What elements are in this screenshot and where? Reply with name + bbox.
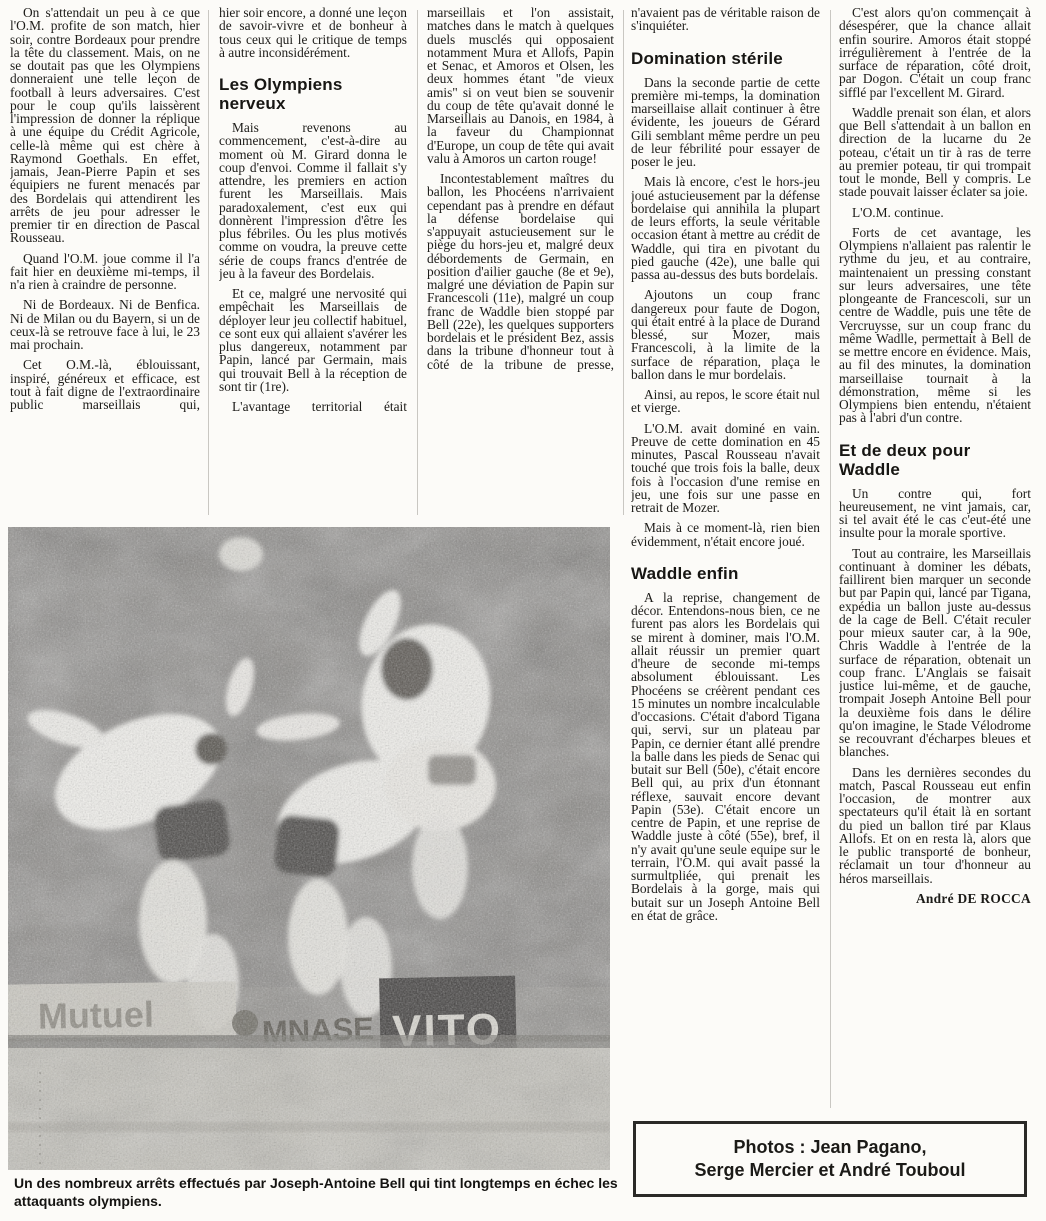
article-paragraph: Ni de Bordeaux. Ni de Benfica. Ni de Milan ou du Bayern, si un de ceux-là se retrouve face à lui, le 23 mai prochain. (10, 297, 200, 352)
photo-caption: Un des nombreux arrêts effectués par Joseph-Antoine Bell qui tint longtemps en échec les attaquants olympiens. (14, 1175, 618, 1209)
section-heading: Waddle enfin (631, 563, 739, 583)
article-column-1 (10, 6, 200, 522)
article-paragraph: Tout au contraire, les Marseillais continuant à dominer les débats, faillirent bien marquer un seconde but par Papin qui, lancé par Tigana, expédia un ballon juste au-dessus de la cage de Bell. C'était reculer pour mieux sauter car, à la 90e, Chris Waddle à l'entrée de la surface de réparation, obtenait un coup franc. L'Anglais se faisait justice lui-même, et de gauche, trompait Joseph Antoine Bell pour la deuxième fois dans le délire qu'on imagine, le Stade Vélodrome se recouvrant d'écharpes bleues et blanches. (839, 545, 1031, 760)
photo-credits-line1: Photos : Jean Pagano, (733, 1137, 927, 1157)
article-paragraph: Quand l'O.M. joue comme il l'a fait hier en deuxième mi-temps, il n'a rien à craindre de personne. (10, 250, 200, 292)
article-column-3 (427, 6, 614, 522)
article-paragraph: Incontestablement maîtres du ballon, les Phocéens n'arrivaient cependant pas à prendre en défaut la défense bordelaise qui s'appuyait astucieusement sur le piège du hors-jeu et, malgré deux débordements de Germain, en position d'ailier gauche (8e et 9e), malgré une déviation de Papin sur Francescoli (11e), malgré un coup franc de Waddle bien stoppé par Bell (22e), les quelques supporters bordelais et le président Bez, assis dans la tribune d'honneur tout à côté de la tribune de presse, (427, 171, 614, 372)
article-paragraph: Forts de cet avantage, les Olympiens n'allaient pas ralentir le rythme du jeu, et au contraire, maintenaient un pressing constant sur leurs adversaires, une tête plongeante de Francescoli, sur un centre de Waddle, puis une tête de Vercruysse, sur un coup franc du même Wadlle, permettait à Bell de se mettre encore en évidence. Mais, au fil des minutes, la domination marseillaise tournait à la démonstration, même si les Olympiens bien entendu, n'étaient pas à l'abri d'un contre. (839, 224, 1031, 426)
article-paragraph: Un contre qui, fort heureusement, ne vint jamais, car, si tel avait été le cas c'eut-été une insulte pour la morale sportive. (839, 485, 1031, 541)
article-paragraph: Dans la seconde partie de cette première mi-temps, la domination marseillaise allait continuer à être évidente, les joueurs de Gérard Gili semblant même perdre un peu de leur fébrilité pour essayer de poser le jeu. (631, 74, 820, 169)
article-paragraph: On s'attendait un peu à ce que l'O.M. profite de son match, hier soir, contre Bordeaux pour prendre la tête du classement. Mais, on ne se doutait pas que les Olympiens donneraient une telle leçon de football à leurs adversaires. C'est pour le coup qu'ils laissèrent l'impression de donner la réplique à une équipe du Crédit Agricole, celle-là même qui est chère à Raymond Goethals. En effet, jamais, Jean-Pierre Papin et ses équipiers ne furent menacés par des Bordelais qui attendirent les arrêts de jeu pour adresser le premier tir en direction de Pascal Rousseau. (10, 6, 200, 246)
article-paragraph: C'est alors qu'on commençait à désespérer, que la chance allait enfin sourire. Amoros était stoppé irrégulièrement à l'entrée de la surface de réparation, côté droit, par Dogon. C'était un coup franc sifflé par l'excellent M. Girard. (839, 6, 1031, 100)
section-heading: Et de deux pour Waddle (839, 440, 971, 479)
article-paragraph: Ainsi, au repos, le score était nul et vierge. (631, 387, 820, 416)
article-paragraph: n'avaient pas de véritable raison de s'inquiéter. (631, 6, 820, 34)
article-column-5 (839, 6, 1031, 1116)
photo-credits-line2: Serge Mercier et André Touboul (694, 1160, 966, 1180)
article-paragraph: A la reprise, changement de décor. Entendons-nous bien, ce ne furent pas alors les Bordelais qui se mirent à dominer, mais l'O.M. allait réussir un premier quart d'heure de seconde mi-temps absolument éblouissant. Les Phocéens se créèrent pendant ces 15 minutes un nombre incalculable d'occasions. C'était d'abord Tigana qui, servi, sur un plateau par Papin, ce dernier étant allé prendre la balle dans les pieds de Senac qui butait sur Bell (50e), c'était encore Bell qui, au prix d'un étonnant réflexe, sauvait encore devant Papin (53e). C'était encore un centre de Papin, et une reprise de Waddle juste à côté (55e), bref, il n'y avait qu'une seule equipe sur le terrain, l'O.M. qui avait passé la surmultpliée, qui prenait les Bordelais à la gorge, mais qui butait sur un Joseph Antoine Bell en état de grâce. (631, 589, 820, 923)
article-column-2 (219, 6, 407, 522)
column-rule (830, 10, 831, 1108)
section-heading: Les Olympiens nerveux (219, 75, 343, 113)
article-paragraph: L'O.M. avait dominé en vain. Preuve de cette domination en 45 minutes, Pascal Rousseau n'avait touché que trois fois la balle, deux fois à l'occasion d'une remise en jeu, une fois sur une passe en retrait de Mozer. (631, 420, 820, 515)
column-rule (623, 10, 624, 515)
photo-credits-box (633, 1121, 1027, 1197)
article-paragraph: Et ce, malgré une nervosité qui empêchait les Marseillais de déployer leur jeu collectif habituel, ce sont eux qui allaient s'avérer les plus dangereux, notamment par Papin, lancé par Germain, mais qui trouvait Bell à la réception de sont tir (1re). (219, 286, 407, 394)
article-column-4 (631, 6, 820, 1116)
section-heading: Domination stérile (631, 48, 783, 68)
column-rule (417, 10, 418, 515)
article-paragraph: hier soir encore, a donné une leçon de savoir-vivre et de bonheur à tous ceux qui le critique de temps à autre inconsidérément. (219, 6, 407, 60)
article-paragraph: Cet O.M.-là, éblouissant, inspiré, généreux et efficace, est tout à fait digne de l'extraordinaire public marseillais qui, (10, 357, 200, 412)
article-paragraph: L'O.M. continue. (852, 204, 944, 220)
match-photo (8, 527, 610, 1170)
article-paragraph: Ajoutons un coup franc dangereux pour faute de Dogon, qui était entré à la place de Durand blessé, sur Mozer, mais Francescoli, à la limite de la surface de réparation, plaça le ballon dans le mur bordelais. (631, 287, 820, 382)
column-rule (208, 10, 209, 515)
article-paragraph: Mais là encore, c'est le hors-jeu joué astucieusement par la défense bordelaise qui annihila la plupart de leurs efforts, la seule véritable occasion étant à mettre au crédit de Waddle, qui tira en pivotant du pied gauche (42e), une balle qui passa au-dessus des buts bordelais. (631, 174, 820, 282)
article-paragraph: Waddle prenait son élan, et alors que Bell s'attendait à un ballon en direction de la lucarne du 2e poteau, c'était un tir à ras de terre au premier poteau, tir qui trompait tout le monde, Bell y compris. Le stade pouvait laisser éclater sa joie. (839, 104, 1031, 200)
article-paragraph: L'avantage territorial était (232, 399, 407, 414)
article-paragraph: Mais revenons au commencement, c'est-à-dire au moment où M. Girard donna le coup d'envoi. Comme il fallait s'y attendre, les premiers en action furent les Marseillais. Mais paradoxalement, c'est eux qui donnèrent l'impression d'être les plus fébriles. Ou les plus motivés comme on voudra, la preuve cette série de coups francs d'entrée de jeu à la faveur des Bordelais. (219, 120, 407, 281)
match-photo-halftone (8, 527, 610, 1170)
article-paragraph: marseillais et l'on assistait, matches dans le match à quelques duels musclés qui opposaient notamment Mura et Allofs, Papin et Senac, et Amoros et Olsen, les deux hommes étant "de vieux amis" si on veut bien se souvenir du coup de tête qu'avait donné le Marseillais au Danois, en 1984, à la faveur du Championnat d'Europe, un coup de tête qui avait valu à Amoros un carton rouge! (427, 6, 614, 166)
article-paragraph: Mais à ce moment-là, rien bien évidemment, n'était encore joué. (631, 520, 820, 549)
author-byline: André DE ROCCA (915, 890, 1031, 906)
article-paragraph: Dans les dernières secondes du match, Pascal Rousseau eut enfin l'occasion, de montrer aux spectateurs qu'il était là en sortant du pied un ballon tiré par Klaus Allofs. Et on en resta là, alors que le public transporté de bonheur, réclamait un tour d'honneur au héros marseillais. (839, 764, 1031, 886)
